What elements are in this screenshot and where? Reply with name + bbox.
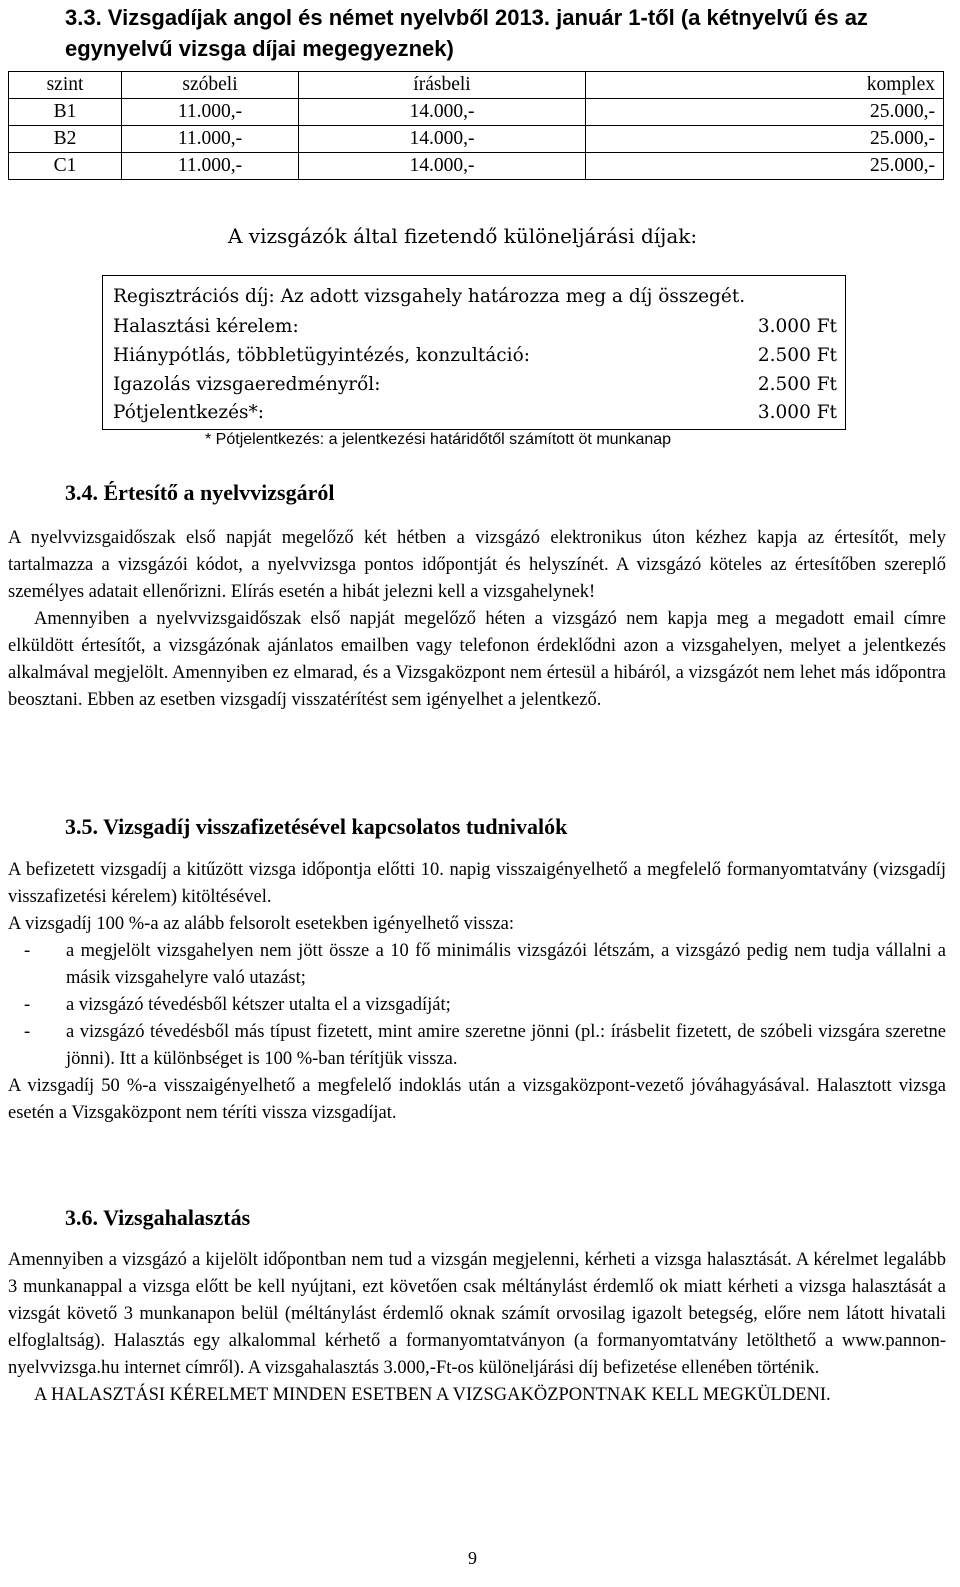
fee-item xyxy=(113,370,837,400)
special-fees-heading: A vizsgázók által fizetendő különeljárási díjak: xyxy=(228,224,698,248)
table-cell: 14.000,- xyxy=(299,153,586,180)
special-fees-box xyxy=(102,275,846,430)
header-cell: szóbeli xyxy=(122,72,299,99)
table-cell: 11.000,- xyxy=(122,153,299,180)
table-row xyxy=(9,99,944,126)
fee-item-label: Hiánypótlás, többletügyintézés, konzultáció: xyxy=(113,345,530,366)
table-cell: 14.000,- xyxy=(299,99,586,126)
fee-item-amount: 2.500 Ft xyxy=(757,374,837,395)
list-item-text: a vizsgázó tévedésből kétszer utalta el a vizsgadíját; xyxy=(66,995,451,1015)
table-row xyxy=(9,126,944,153)
section-36-title: 3.6. Vizsgahalasztás xyxy=(65,1205,251,1230)
fee-item-amount: 3.000 Ft xyxy=(757,402,837,423)
header-cell: írásbeli xyxy=(299,72,586,99)
page-number: 9 xyxy=(468,1548,477,1568)
table-cell: B1 xyxy=(9,99,122,126)
paragraph: A vizsgadíj 50 %-a visszaigényelhető a megfelelő indoklás után a vizsgaközpont-vezető jóváhagyásával. Halasztott vizsga esetén a Vizsgaközpont nem téríti vissza vizsgadíjat. xyxy=(8,1076,946,1123)
list-item-text: a vizsgázó tévedésből más típust fizetett, mint amire szeretne jönni (pl.: írásbelit fizetett, de szóbeli vizsgára szeretne jönni). Itt a különbséget is 100 %-ban térítjük vissza. xyxy=(66,1022,946,1069)
registration-fee-text: Regisztrációs díj: Az adott vizsgahely határozza meg a díj összegét. xyxy=(113,286,746,307)
section-33-title: 3.3. Vizsgadíjak angol és német nyelvből 2013. január 1-től (a kétnyelvű és az egynyelvű vizsga díjai megegyeznek) xyxy=(65,5,868,61)
table-cell: 14.000,- xyxy=(299,126,586,153)
table-cell: B2 xyxy=(9,126,122,153)
paragraph: A befizetett vizsgadíj a kitűzött vizsga időpontja előtti 10. napig visszaigényelhető a megfelelő formanyomtatvány (vizsgadíj visszafizetési kérelem) kitöltésével. xyxy=(8,860,946,907)
section-35-title: 3.5. Vizsgadíj visszafizetésével kapcsolatos tudnivalók xyxy=(65,814,568,839)
fee-item-amount: 3.000 Ft xyxy=(757,316,837,337)
table-cell: C1 xyxy=(9,153,122,180)
table-row xyxy=(9,153,944,180)
section-34-body xyxy=(8,525,946,714)
list-item xyxy=(8,1019,946,1073)
footnote: * Pótjelentkezés: a jelentkezési határidőtől számított öt munkanap xyxy=(205,431,672,448)
paragraph: A HALASZTÁSI KÉRELMET MINDEN ESETBEN A VIZSGAKÖZPONTNAK KELL MEGKÜLDENI. xyxy=(34,1385,831,1405)
table-cell: 11.000,- xyxy=(122,99,299,126)
list-item xyxy=(8,938,946,992)
fee-item-label: Halasztási kérelem: xyxy=(113,316,299,337)
table-cell: 25.000,- xyxy=(586,99,944,126)
table-cell: 25.000,- xyxy=(586,126,944,153)
list-item xyxy=(8,992,946,1019)
fee-item xyxy=(113,398,837,428)
fee-item xyxy=(113,312,837,342)
paragraph: Amennyiben a nyelvvizsgaidőszak első napját megelőző héten a vizsgázó nem kapja meg a megadott email címre elküldött értesítőt, a vizsgázónak ajánlatos emailben vagy telefonon érdeklődni azon a vizsgahelyen, melyet a jelentkezés alkalmával megjelölt. Amennyiben ez elmarad, és a Vizsgaközpont nem értesül a hibáról, a vizsgázót nem lehet más időpontra beosztani. Ebben az esetben vizsgadíj visszatérítést sem igényelhet a jelentkező. xyxy=(8,609,946,710)
section-35-body xyxy=(8,857,946,1127)
paragraph: Amennyiben a vizsgázó a kijelölt időpontban nem tud a vizsgán megjelenni, kérheti a vizsga halasztását. A kérelmet legalább 3 munkanappal a vizsga előtt be kell nyújtani, ezt követően csak méltánylást érdemlő ok miatt kérheti a vizsga halasztását a vizsgát követő 3 munkanapon belül (méltánylást érdemlő oknak számít orvosilag igazolt betegség, előre nem látott hivatali elfoglaltság). Halasztás egy alkalommal kérhető a formanyomtatványon (a formanyomtatvány letölthető a www.pannon-nyelvvizsga.hu internet címről). A vizsgahalasztás 3.000,-Ft-os különeljárási díj befizetése ellenében történik. xyxy=(8,1250,946,1378)
header-cell: szint xyxy=(9,72,122,99)
dash-marker: - xyxy=(24,995,31,1015)
fee-item-amount: 2.500 Ft xyxy=(757,345,837,366)
dash-marker: - xyxy=(24,941,31,961)
list-item-text: a megjelölt vizsgahelyen nem jött össze a 10 fő minimális vizsgázói létszám, a vizsgázó pedig nem tudja vállalni a másik vizsgahelyre való utazást; xyxy=(66,941,946,988)
table-cell: 25.000,- xyxy=(586,153,944,180)
header-cell: komplex xyxy=(586,72,944,99)
fee-table-header xyxy=(9,72,944,99)
fee-item-label: Igazolás vizsgaeredményről: xyxy=(113,374,381,395)
paragraph: A vizsgadíj 100 %-a az alább felsorolt esetekben igényelhető vissza: xyxy=(8,914,515,934)
fee-table xyxy=(8,71,944,180)
section-34-title: 3.4. Értesítő a nyelvvizsgáról xyxy=(65,480,335,505)
fee-item-label: Pótjelentkezés*: xyxy=(113,402,264,423)
section-36-body xyxy=(8,1247,946,1409)
dash-marker: - xyxy=(24,1022,31,1042)
table-cell: 11.000,- xyxy=(122,126,299,153)
paragraph: A nyelvvizsgaidőszak első napját megelőző két hétben a vizsgázó elektronikus úton kézhez kapja az értesítőt, mely tartalmazza a vizsgázói kódot, a nyelvvizsga pontos időpontját és helyszínét. A vizsgázó köteles az értesítőben szereplő személyes adatait ellenőrizni. Elírás esetén a hibát jelezni kell a vizsgahelynek! xyxy=(8,528,946,602)
fee-item xyxy=(113,341,837,371)
